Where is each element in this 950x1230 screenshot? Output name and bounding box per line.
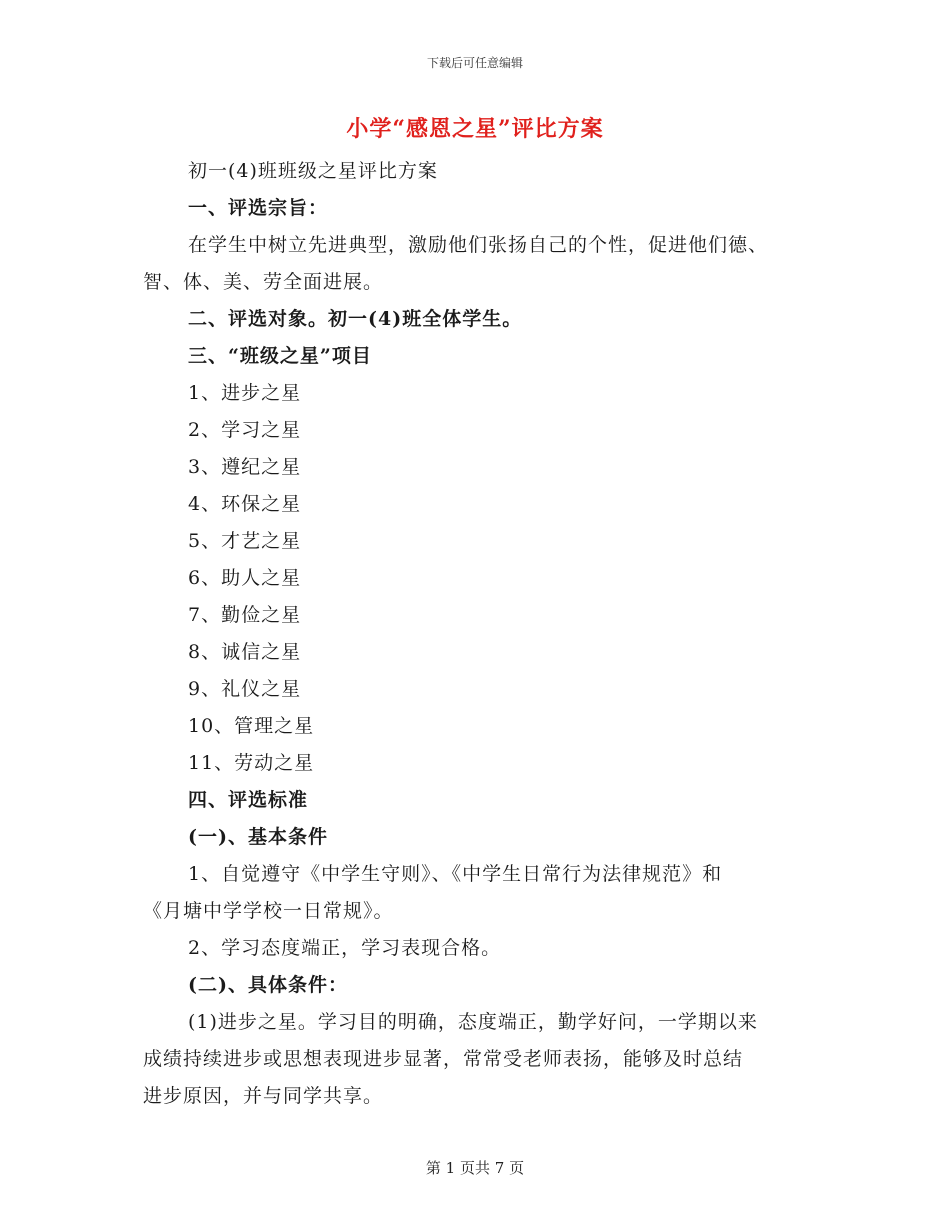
body-line: 11、劳动之星 [188, 752, 315, 774]
section-heading: (二)、具体条件： [188, 974, 348, 996]
body-line: 10、管理之星 [188, 715, 315, 737]
body-line: 2、学习之星 [188, 419, 302, 441]
body-line: 3、遵纪之星 [188, 456, 302, 478]
document-title: 小学“感恩之星”评比方案 [346, 116, 604, 142]
body-line: 1、自觉遵守《中学生守则》、《中学生日常行为法律规范》和 [188, 863, 723, 885]
body-line: 智、体、美、劳全面进展。 [143, 271, 384, 293]
body-line: 进步原因，并与同学共享。 [143, 1085, 384, 1107]
section-heading: (一)、基本条件 [188, 826, 328, 848]
body-line: 8、诚信之星 [188, 641, 302, 663]
section-heading: 三、“班级之星”项目 [188, 345, 372, 367]
body-line: 2、学习态度端正，学习表现合格。 [188, 937, 502, 959]
body-line: 《月塘中学学校一日常规》。 [143, 900, 394, 922]
page-footer: 第 1 页共 7 页 [425, 1159, 525, 1177]
body-line: 4、环保之星 [188, 493, 302, 515]
body-line: 9、礼仪之星 [188, 678, 302, 700]
header-note: 下载后可任意编辑 [426, 56, 523, 70]
body-line: 在学生中树立先进典型，激励他们张扬自己的个性，促进他们德、 [188, 234, 769, 256]
body-line: 成绩持续进步或思想表现进步显著，常常受老师表扬，能够及时总结 [143, 1048, 744, 1070]
body-line: 1、进步之星 [188, 382, 302, 404]
document-body [143, 153, 823, 1115]
body-line: (1)进步之星。学习目的明确，态度端正，勤学好问，一学期以来 [188, 1011, 758, 1033]
body-line: 6、助人之星 [188, 567, 302, 589]
body-line: 5、才艺之星 [188, 530, 302, 552]
section-heading: 四、评选标准 [188, 789, 309, 811]
section-heading: 一、评选宗旨： [188, 197, 329, 219]
body-line: 7、勤俭之星 [188, 604, 302, 626]
section-heading: 二、评选对象。初一(4)班全体学生。 [188, 308, 523, 330]
body-line: 初一(4)班班级之星评比方案 [188, 160, 438, 182]
